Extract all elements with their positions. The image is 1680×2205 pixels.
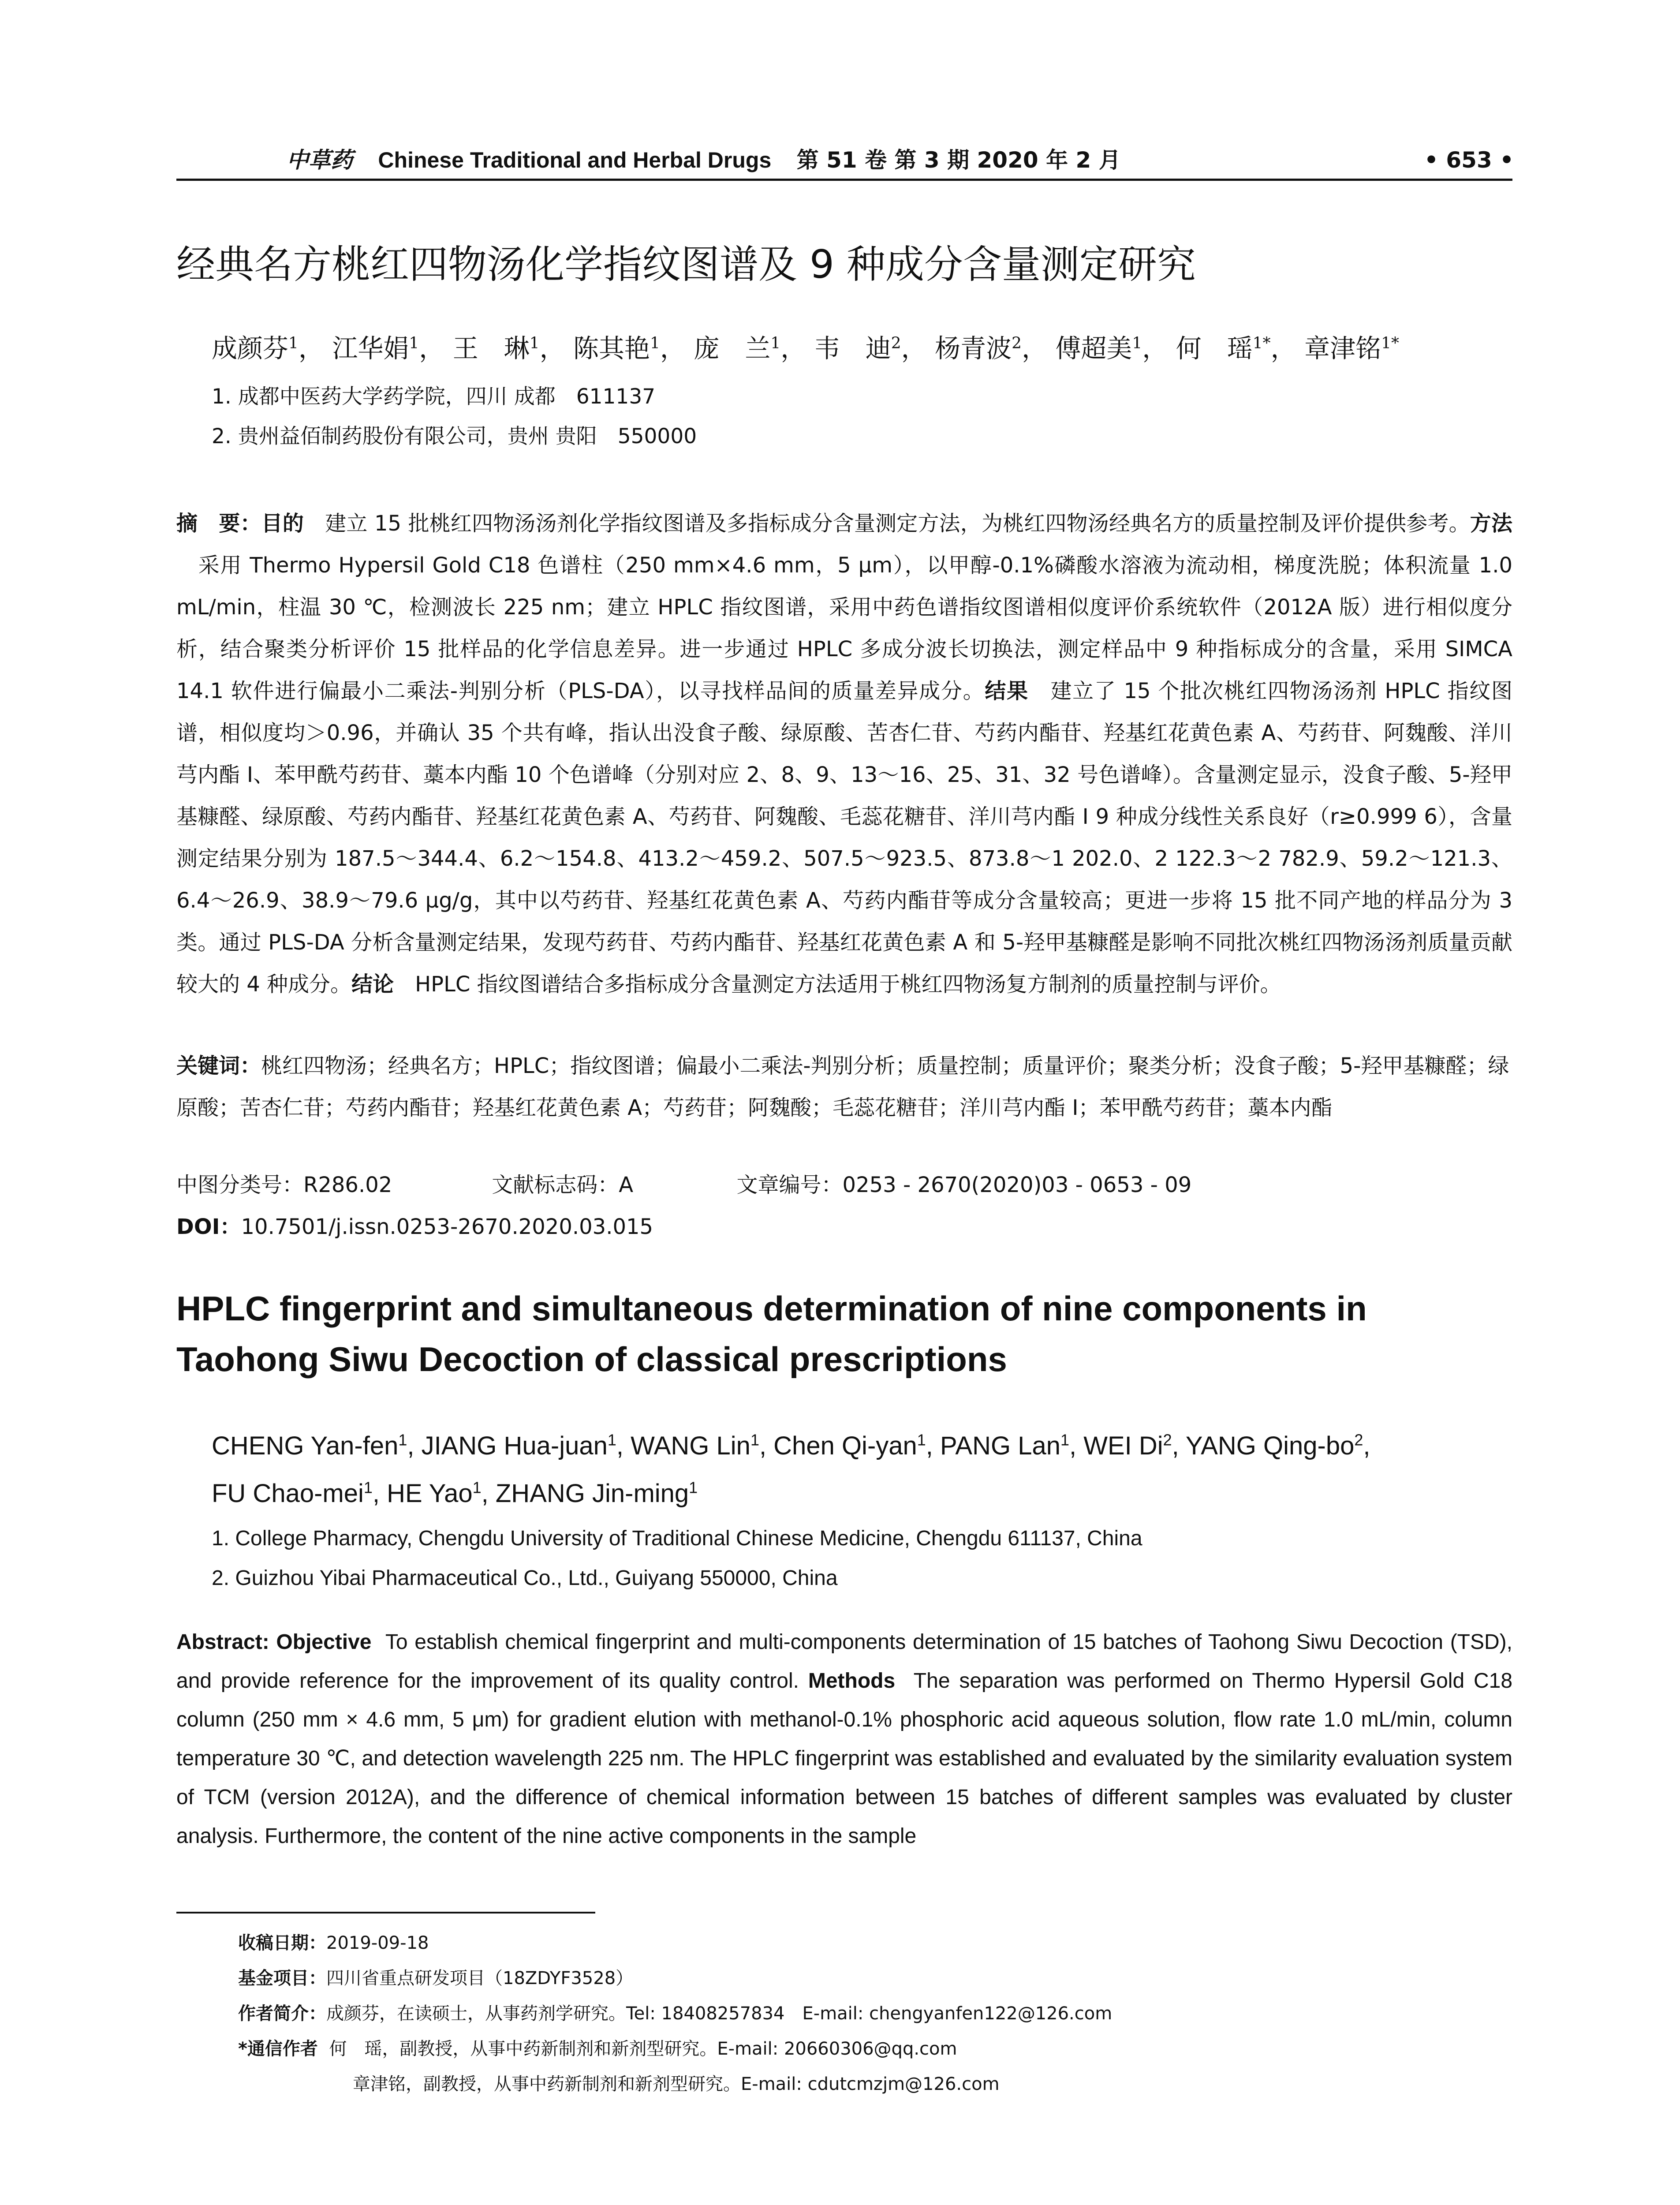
- methods-label: 方法: [1470, 511, 1512, 536]
- author-cn: 陈其艳$^1$，: [573, 333, 686, 363]
- objective-text: 建立 15 批桃红四物汤汤剂化学指纹图谱及多指标成分含量测定方法，为桃红四物汤经典名方的质量控制及评价提供参考。: [325, 511, 1470, 536]
- author-en: PANG Lan$^1$,: [940, 1431, 1084, 1460]
- article-number: 文章编号：0253 - 2670(2020)03 - 0653 - 09: [736, 1173, 1192, 1197]
- title-cn: 经典名方桃红四物汤化学指纹图谱及 9 种成分含量测定研究: [176, 242, 1196, 287]
- footnote-received: 收稿日期：2019-09-18: [238, 1933, 429, 1953]
- abstract-en: [176, 1623, 1512, 1856]
- doi-link[interactable]: 10.7501/j.issn.0253-2670.2020.03.015: [241, 1215, 653, 1239]
- doi-line: [176, 1206, 653, 1248]
- methods-text: 采用 Thermo Hypersil Gold C18 色谱柱（250 mm×4.6 mm，5 μm），以甲醇-0.1%磷酸水溶液为流动相，梯度洗脱；体积流量 1.0 mL/min，柱温 30 ℃，检测波长 225 nm；建立 HPLC 指纹图谱，采用中药色谱指纹图谱相似度评价系统软件（2012A 版）进行相似度分析，结合聚类分析评价 15 批样品的化学信息差异。进一步通过 HPLC 多成分波长切换法，测定样品中 9 种指标成分的含量，采用 SIMCA 14.1 软件进行偏最小二乘法-判别分析（PLS-DA），以寻找样品间的质量差异成分。: [176, 553, 1512, 703]
- footnote-fund: 基金项目：四川省重点研发项目（18ZDYF3528）: [238, 1968, 634, 1988]
- methods-en-text: The separation was performed on Thermo Hypersil Gold C18 column (250 mm × 4.6 mm, 5 μm) for gradient elution with methanol-0.1% phosphoric acid aqueous solution, flow rate 1.0 mL/min, column temperature 30 ℃, and detection wavelength 225 nm. The HPLC fingerprint was established and evaluated by the similarity evaluation system of TCM (version 2012A), and the difference of chemical information between 15 batches of different samples was evaluated by cluster analysis. Furthermore, the content of the nine active components in the sample: [176, 1669, 1513, 1848]
- author-en: ZHANG Jin-ming$^1$: [495, 1478, 698, 1508]
- results-label: 结果: [985, 679, 1029, 703]
- abstract-cn-label: 摘 要：: [176, 511, 261, 536]
- affiliation-cn-2: 2. 贵州益佰制药股份有限公司，贵州 贵阳 550000: [212, 424, 697, 448]
- author-en: WANG Lin$^1$,: [631, 1431, 774, 1460]
- author-en: JIANG Hua-juan$^1$,: [421, 1431, 631, 1460]
- author-en: WEI Di$^2$,: [1083, 1431, 1186, 1460]
- author-en: HE Yao$^1$,: [387, 1478, 496, 1508]
- author-en: FU Chao-mei$^1$,: [212, 1478, 387, 1508]
- author-cn: 章津铭$^{1*}$: [1304, 333, 1399, 363]
- journal-brand: 中草药: [287, 147, 353, 173]
- title-en: HPLC fingerprint and simultaneous determination of nine components in Taohong Siwu Decoction of classical prescriptions: [176, 1289, 1367, 1379]
- author-en: CHENG Yan-fen$^1$,: [212, 1431, 422, 1460]
- affiliation-cn-1: 1. 成都中医药大学药学院，四川 成都 611137: [212, 385, 656, 409]
- author-cn: 江华娟$^1$，: [332, 333, 445, 363]
- abstract-en-label: Abstract:: [176, 1630, 269, 1654]
- author-cn: 杨青波$^2$，: [935, 333, 1047, 363]
- keywords-text: 桃红四物汤；经典名方；HPLC；指纹图谱；偏最小二乘法-判别分析；质量控制；质量评价；聚类分析；没食子酸；5-羟甲基糠醛；绿原酸；苦杏仁苷；芍药内酯苷；羟基红花黄色素 A；芍药苷；阿魏酸；毛蕊花糖苷；洋川芎内酯 I；苯甲酰芍药苷；藁本内酯: [176, 1054, 1509, 1120]
- journal-name: Chinese Traditional and Herbal Drugs: [378, 148, 772, 172]
- footnote-corresponding: *通信作者 何 瑶，副教授，从事中药新制剂和新剂型研究。E-mail: 20660306@qq.com: [238, 2039, 957, 2059]
- author-cn: 何 瑶$^{1*}$，: [1176, 333, 1296, 363]
- footnote-rule: [176, 1912, 595, 1913]
- author-cn: 傅超美$^1$，: [1055, 333, 1168, 363]
- objective-label: 目的: [261, 511, 304, 536]
- classification-line: [176, 1164, 1191, 1206]
- journal-issue: 第 51 卷 第 3 期 2020 年 2 月: [796, 147, 1121, 173]
- author-cn: 庞 兰$^1$，: [694, 333, 806, 363]
- objective-en-text: To establish chemical fingerprint and multi-components determination of 15 batches of Taohong Siwu Decoction (TSD), and provide reference for the improvement of its quality control.: [176, 1630, 1513, 1693]
- keywords-label: 关键词：: [176, 1054, 261, 1078]
- doi-label: DOI：: [176, 1215, 241, 1239]
- author-en: YANG Qing-$bo^2$,: [1185, 1431, 1370, 1460]
- author-cn: 韦 迪$^2$，: [814, 333, 927, 363]
- results-text: 建立了 15 个批次桃红四物汤汤剂 HPLC 指纹图谱，相似度均＞0.96，并确认 35 个共有峰，指认出没食子酸、绿原酸、苦杏仁苷、芍药内酯苷、羟基红花黄色素 A、芍药苷、阿魏酸、洋川芎内酯 I、苯甲酰芍药苷、藁本内酯 10 个色谱峰（分别对应 2、8、9、13～16、25、31、32 号色谱峰）。含量测定显示，没食子酸、5-羟甲基糠醛、绿原酸、芍药内酯苷、羟基红花黄色素 A、芍药苷、阿魏酸、毛蕊花糖苷、洋川芎内酯 I 9 种成分线性关系良好（r≥0.999 6），含量测定结果分别为 187.5～344.4、6.2～154.8、413.2～459.2、507.5～923.5、873.8～1 202.0、2 122.3～2 782.9、59.2～121.3、6.4～26.9、38.9～79.6 μg/g，其中以芍药苷、羟基红花黄色素 A、芍药内酯苷等成分含量较高；更进一步将 15 批不同产地的样品分为 3 类。通过 PLS-DA 分析含量测定结果，发现芍药苷、芍药内酯苷、羟基红花黄色素 A 和 5-羟甲基糠醛是影响不同批次桃红四物汤汤剂质量贡献较大的 4 种成分。: [176, 679, 1512, 997]
- author-cn: 成颜芬$^1$，: [212, 333, 324, 363]
- authors-cn: [212, 326, 1512, 370]
- authors-en: [212, 1422, 1512, 1517]
- author-cn: 王 琳$^1$，: [452, 333, 565, 363]
- objective-en-label: Objective: [276, 1630, 372, 1654]
- running-header: [287, 140, 1121, 180]
- abstract-cn: [176, 503, 1512, 1005]
- footnote-corresponding-2: 章津铭，副教授，从事中药新制剂和新剂型研究。E-mail: cdutcmzjm@126.com: [353, 2074, 1000, 2094]
- methods-en-label: Methods: [808, 1669, 896, 1693]
- header-rule: [176, 179, 1512, 181]
- clc-number: 中图分类号：R286.02: [176, 1173, 392, 1197]
- author-en: Chen Qi-yan$^1$,: [773, 1431, 941, 1460]
- affiliation-en-2: 2. Guizhou Yibai Pharmaceutical Co., Ltd., Guiyang 550000, China: [212, 1566, 838, 1590]
- conclusion-text: HPLC 指纹图谱结合多指标成分含量测定方法适用于桃红四物汤复方制剂的质量控制与评价。: [415, 972, 1281, 997]
- footnote-bio: 作者简介：成颜芬，在读硕士，从事药剂学研究。Tel: 18408257834 E-mail: chengyanfen122@126.com: [238, 2003, 1113, 2024]
- document-code: 文献标志码：A: [492, 1173, 634, 1197]
- conclusion-label: 结论: [351, 972, 394, 997]
- keywords-cn: [176, 1045, 1512, 1129]
- page-number: • 653 •: [1424, 147, 1514, 173]
- affiliation-en-1: 1. College Pharmacy, Chengdu University of Traditional Chinese Medicine, Chengdu 611137, China: [212, 1527, 1142, 1550]
